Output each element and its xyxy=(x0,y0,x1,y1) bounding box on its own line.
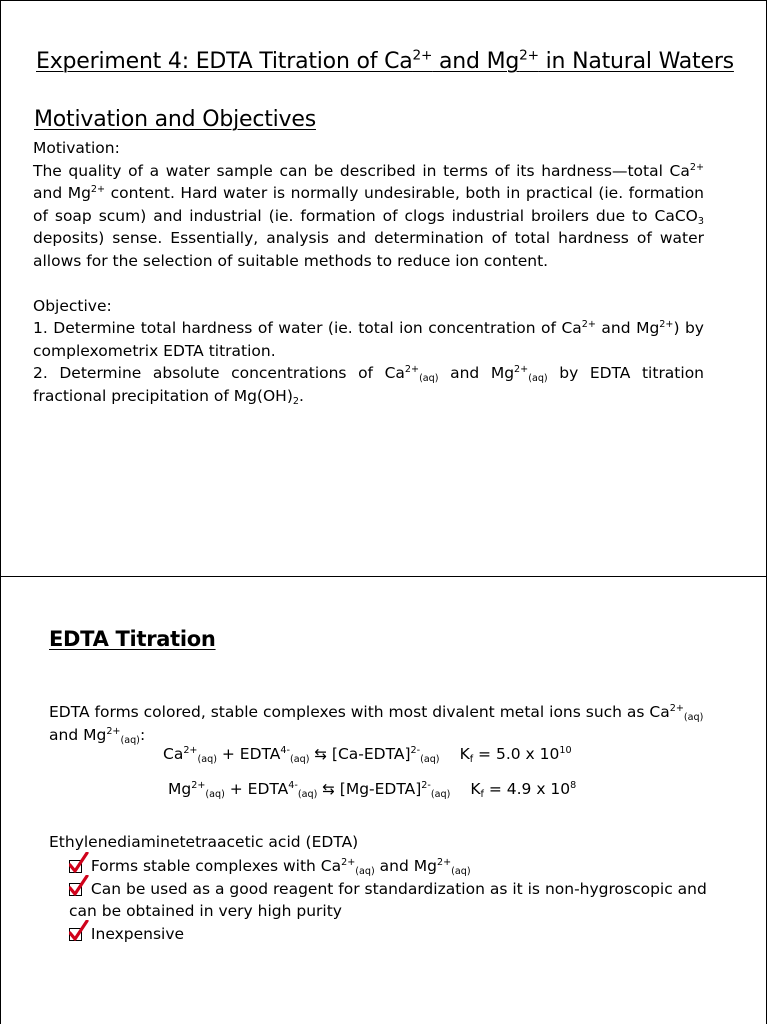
edta-heading: Ethylenediaminetetraacetic acid (EDTA) xyxy=(49,833,359,851)
equilibrium-arrow-icon: ⇆ xyxy=(322,780,335,798)
objective-item-1: 1. Determine total hardness of water (ie. total ion concentration of $Ca^{2+}$ and $Mg^{2+}$) by complexometrix EDTA titration. xyxy=(33,319,704,360)
objective-item-2: 2. Determine absolute concentrations of $Ca^{2+}_{(aq)}$ and $Mg^{2+}_{(aq)}$ by EDTA titration fractional precipitation of $Mg(OH)_2$. xyxy=(33,364,705,407)
slide1-title xyxy=(36,49,734,74)
formation-constant: $K_f = 5.0$ x $10^{10}$ xyxy=(459,745,572,765)
title-sup: 2+ xyxy=(519,47,539,64)
objective-label: Objective: xyxy=(33,296,112,315)
checkbox-checked-icon xyxy=(69,928,82,941)
motivation-label: Motivation: xyxy=(33,139,120,157)
equation-ca-edta: $Ca^{2+}_{(aq)}$ + $EDTA^{4-}_{(aq)}$ ⇆ [Ca-EDTA]$^{2-}_{(aq)}$ $K_f = 5.0$ x $10^{10}$ xyxy=(163,745,572,765)
list-item: Forms stable complexes with $Ca^{2+}_{(aq)}$ and $Mg^{2+}_{(aq)}$ xyxy=(69,855,725,878)
section-heading: Motivation and Objectives xyxy=(34,107,316,132)
title-text: in Natural Waters xyxy=(538,49,734,74)
edta-intro-paragraph: EDTA forms colored, stable complexes with most divalent metal ions such as $Ca^{2+}_{(aq)}$ and $Mg^{2+}_{(aq)}$: xyxy=(49,703,704,746)
title-text: and Mg xyxy=(432,49,520,74)
equilibrium-arrow-icon: ⇆ xyxy=(314,745,327,763)
edta-checklist xyxy=(69,855,725,945)
slide-2 xyxy=(0,576,767,1024)
list-item: Inexpensive xyxy=(69,923,725,946)
slide1-body xyxy=(33,137,704,408)
title-sup: 2+ xyxy=(412,47,433,64)
equation-mg-edta: $Mg^{2+}_{(aq)}$ + $EDTA^{4-}_{(aq)}$ ⇆ [Mg-EDTA]$^{2-}_{(aq)}$ $K_f = 4.9$ x $10^8$ xyxy=(168,780,577,800)
list-item: Can be used as a good reagent for standardization as it is non-hygroscopic and can be obtained in very high purity xyxy=(69,878,725,923)
motivation-paragraph: The quality of a water sample can be described in terms of its hardness—total $Ca^{2+}$ and $Mg^{2+}$ content. Hard water is normally undesirable, both in practical (ie. formation of soap scum) and industrial (ie. formation of clogs industrial broilers due to CaCO$_3$ deposits) sense. Essentially, analysis and determination of total hardness of water allows for the selection of suitable methods to reduce ion content. xyxy=(33,161,704,270)
slide2-title: EDTA Titration xyxy=(49,627,216,651)
title-text: Experiment 4: EDTA Titration of Ca xyxy=(36,49,413,74)
checkbox-checked-icon xyxy=(69,860,82,873)
formation-constant: $K_f = 4.9$ x $10^8$ xyxy=(470,780,577,800)
checkbox-checked-icon xyxy=(69,883,82,896)
